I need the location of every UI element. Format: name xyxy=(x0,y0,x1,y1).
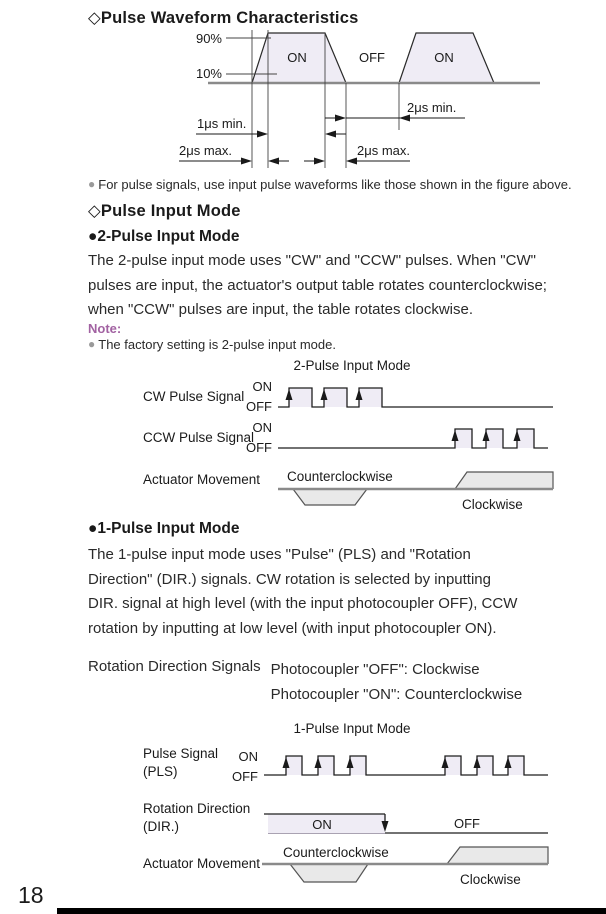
pls-signal-row xyxy=(143,746,548,784)
factory-setting-note xyxy=(88,337,336,352)
paragraph-line: rotation by inputting at low level (with input photocoupler ON). xyxy=(88,619,497,637)
svg-text:(DIR.): (DIR.) xyxy=(143,819,179,834)
svg-text:OFF: OFF xyxy=(246,440,272,455)
heading-2-pulse-input-mode: ●2-Pulse Input Mode xyxy=(88,228,240,245)
dimension-2us-max-rise xyxy=(179,143,289,165)
photocoupler-off-line: Photocoupler "OFF": Clockwise xyxy=(270,661,480,678)
svg-text:Clockwise: Clockwise xyxy=(460,872,521,887)
state-on-1: ON xyxy=(287,50,307,65)
two-pulse-paragraph xyxy=(88,249,547,323)
svg-text:Pulse Signal: Pulse Signal xyxy=(143,746,219,761)
paragraph-line: The 1-pulse input mode uses "Pulse" (PLS) and "Rotation xyxy=(88,546,471,563)
svg-text:ON: ON xyxy=(238,749,258,764)
svg-text:OFF: OFF xyxy=(232,769,258,784)
diagram-title: 2-Pulse Input Mode xyxy=(293,358,411,373)
paragraph-line: Direction" (DIR.) signals. CW rotation is selected by inputting xyxy=(88,570,491,588)
dimension-1us-min xyxy=(196,116,346,138)
svg-text:2μs max.: 2μs max. xyxy=(357,143,411,158)
dir-signal-row xyxy=(143,801,548,834)
heading-pulse-input-mode: ◇Pulse Input Mode xyxy=(88,202,241,220)
paragraph-line: pulses are input, the actuator's output table rotates counterclockwise; xyxy=(88,276,547,294)
two-pulse-input-mode-diagram xyxy=(140,356,560,516)
svg-text:ON: ON xyxy=(252,420,272,435)
svg-text:1μs min.: 1μs min. xyxy=(197,116,247,131)
paragraph-line: when "CCW" pulses are input, the table rotates clockwise. xyxy=(88,301,473,318)
svg-text:Rotation Direction: Rotation Direction xyxy=(143,801,251,816)
factory-setting-note-text: The factory setting is 2-pulse input mode. xyxy=(98,337,336,352)
svg-text:OFF: OFF xyxy=(454,816,480,831)
dimension-2us-max-fall xyxy=(304,143,410,165)
state-off: OFF xyxy=(359,50,385,65)
one-pulse-paragraph xyxy=(88,543,517,641)
svg-text:Actuator Movement: Actuator Movement xyxy=(143,856,261,871)
heading-1-pulse-input-mode: ●1-Pulse Input Mode xyxy=(88,520,240,537)
note-label: Note: xyxy=(88,321,122,336)
page-number: 18 xyxy=(18,882,44,908)
pulse-waveform-diagram xyxy=(140,26,560,178)
waveform-note xyxy=(88,177,572,192)
svg-text:Counterclockwise: Counterclockwise xyxy=(287,469,393,484)
photocoupler-on-line: Photocoupler "ON": Counterclockwise xyxy=(270,685,523,703)
svg-text:ON: ON xyxy=(252,379,272,394)
heading-pulse-waveform-characteristics: ◇Pulse Waveform Characteristics xyxy=(88,9,359,27)
actuator-movement-row xyxy=(143,469,553,512)
diagram-title: 1-Pulse Input Mode xyxy=(293,721,411,736)
ccw-pulse-signal-row xyxy=(143,420,548,455)
level-90-label: 90% xyxy=(195,31,222,46)
svg-text:2μs max.: 2μs max. xyxy=(179,143,233,158)
footer-bar xyxy=(57,908,606,914)
svg-text:Actuator Movement: Actuator Movement xyxy=(143,472,261,487)
svg-text:Counterclockwise: Counterclockwise xyxy=(283,845,389,860)
rotation-direction-signals-label: Rotation Direction Signals xyxy=(88,658,261,675)
actuator-movement-row xyxy=(143,845,548,887)
bullet-icon: ● xyxy=(88,337,96,351)
cw-pulse-signal-row xyxy=(143,379,553,414)
svg-text:ON: ON xyxy=(312,817,332,832)
svg-text:OFF: OFF xyxy=(246,399,272,414)
level-10-label: 10% xyxy=(195,66,222,81)
rotation-direction-signals xyxy=(88,658,522,707)
bullet-icon: ● xyxy=(88,177,96,191)
paragraph-line: The 2-pulse input mode uses "CW" and "CCW" pulses. When "CW" xyxy=(88,252,536,269)
waveform-note-text: For pulse signals, use input pulse waveforms like those shown in the figure above. xyxy=(98,177,572,192)
one-pulse-input-mode-diagram xyxy=(140,716,560,896)
svg-text:Clockwise: Clockwise xyxy=(462,497,523,512)
state-on-2: ON xyxy=(434,50,454,65)
svg-text:2μs min.: 2μs min. xyxy=(407,100,457,115)
svg-text:(PLS): (PLS) xyxy=(143,764,178,779)
svg-text:CW Pulse Signal: CW Pulse Signal xyxy=(143,389,245,404)
paragraph-line: DIR. signal at high level (with the input photocoupler OFF), CCW xyxy=(88,595,518,612)
svg-text:CCW Pulse Signal: CCW Pulse Signal xyxy=(143,430,255,445)
